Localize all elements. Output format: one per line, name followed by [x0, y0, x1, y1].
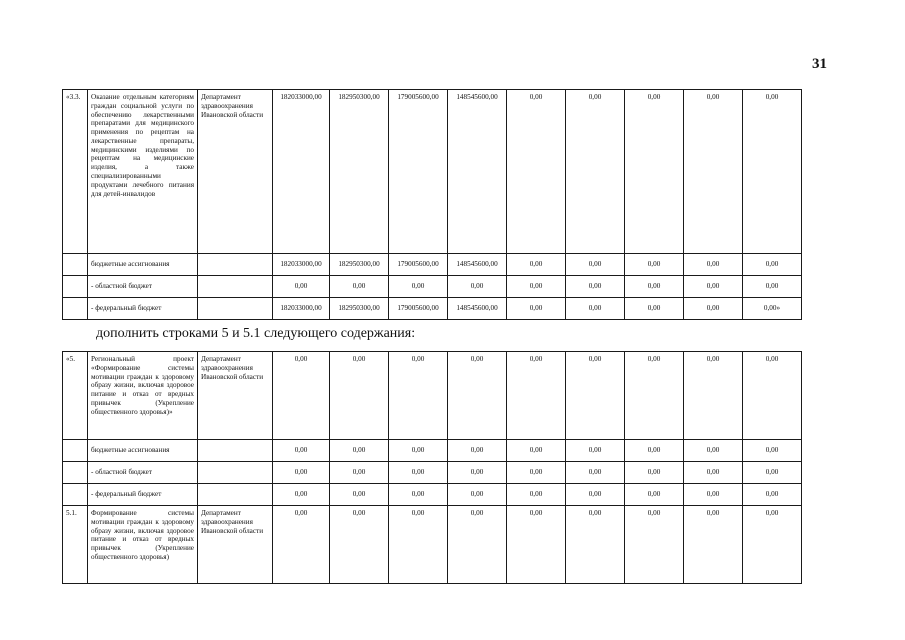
row-value-cell: 179005600,00 [389, 90, 448, 254]
row-name-cell: - областной бюджет [88, 276, 198, 298]
amendment-heading: дополнить строками 5 и 5.1 следующего содержания: [96, 326, 416, 341]
row-value-cell: 0,00 [684, 276, 743, 298]
row-number-cell: 5.1. [63, 506, 88, 584]
row-number-cell: «5. [63, 352, 88, 440]
row-value-cell: 0,00 [507, 352, 566, 440]
row-value-cell: 148545600,00 [448, 254, 507, 276]
row-executor-cell: Департамент здравоохранения Ивановской области [198, 506, 273, 584]
row-value-cell: 0,00 [566, 462, 625, 484]
row-value-cell: 0,00 [507, 440, 566, 462]
row-value-cell: 0,00 [273, 352, 330, 440]
row-value-cell: 0,00» [743, 298, 802, 320]
row-value-cell: 0,00 [448, 462, 507, 484]
table-row [63, 506, 802, 584]
row-number-cell [63, 484, 88, 506]
row-value-cell: 0,00 [743, 254, 802, 276]
row-value-cell: 182950300,00 [330, 298, 389, 320]
table-row [63, 352, 802, 440]
row-executor-cell [198, 484, 273, 506]
row-value-cell: 0,00 [684, 90, 743, 254]
row-value-cell: 0,00 [273, 276, 330, 298]
row-value-cell: 0,00 [743, 276, 802, 298]
row-value-cell: 182950300,00 [330, 254, 389, 276]
row-value-cell: 182950300,00 [330, 90, 389, 254]
row-value-cell: 0,00 [625, 506, 684, 584]
page-number: 31 [812, 56, 827, 72]
row-value-cell: 0,00 [566, 90, 625, 254]
row-number-cell [63, 462, 88, 484]
row-value-cell: 0,00 [684, 462, 743, 484]
budget-table-1 [62, 89, 802, 320]
row-value-cell: 0,00 [330, 352, 389, 440]
row-value-cell: 182033000,00 [273, 254, 330, 276]
table-row [63, 298, 802, 320]
row-value-cell: 0,00 [507, 484, 566, 506]
row-value-cell: 0,00 [507, 90, 566, 254]
row-value-cell: 0,00 [625, 254, 684, 276]
row-value-cell: 0,00 [743, 462, 802, 484]
row-value-cell: 182033000,00 [273, 90, 330, 254]
row-value-cell: 148545600,00 [448, 90, 507, 254]
row-value-cell: 0,00 [389, 440, 448, 462]
row-value-cell: 0,00 [684, 254, 743, 276]
row-value-cell: 0,00 [566, 254, 625, 276]
row-number-cell [63, 254, 88, 276]
row-value-cell: 0,00 [389, 484, 448, 506]
row-executor-cell [198, 462, 273, 484]
row-executor-cell [198, 276, 273, 298]
row-executor-cell: Департамент здравоохранения Ивановской области [198, 352, 273, 440]
row-value-cell: 0,00 [743, 506, 802, 584]
row-value-cell: 0,00 [684, 352, 743, 440]
row-executor-cell [198, 298, 273, 320]
table-row [63, 440, 802, 462]
row-value-cell: 179005600,00 [389, 254, 448, 276]
row-value-cell: 0,00 [448, 352, 507, 440]
row-value-cell: 0,00 [448, 506, 507, 584]
row-value-cell: 0,00 [625, 298, 684, 320]
row-value-cell: 0,00 [389, 506, 448, 584]
table-row [63, 462, 802, 484]
row-value-cell: 0,00 [684, 298, 743, 320]
row-value-cell: 0,00 [566, 506, 625, 584]
row-value-cell: 0,00 [507, 462, 566, 484]
row-value-cell: 0,00 [743, 90, 802, 254]
table-row [63, 90, 802, 254]
row-name-cell: - областной бюджет [88, 462, 198, 484]
row-value-cell: 0,00 [448, 484, 507, 506]
row-value-cell: 0,00 [625, 462, 684, 484]
row-name-cell: Формирование системы мотивации граждан к здоровому образу жизни, включая здоровое питание и отказ от вредных привычек (Укрепление общественного здоровья) [88, 506, 198, 584]
row-executor-cell [198, 254, 273, 276]
row-value-cell: 179005600,00 [389, 298, 448, 320]
table-row [63, 254, 802, 276]
row-value-cell: 0,00 [684, 506, 743, 584]
row-executor-cell: Департамент здравоохранения Ивановской области [198, 90, 273, 254]
row-value-cell: 0,00 [389, 462, 448, 484]
row-value-cell: 0,00 [625, 440, 684, 462]
row-value-cell: 0,00 [389, 352, 448, 440]
row-value-cell: 0,00 [566, 352, 625, 440]
row-value-cell: 0,00 [330, 506, 389, 584]
row-value-cell: 0,00 [743, 352, 802, 440]
row-value-cell: 0,00 [566, 276, 625, 298]
row-value-cell: 0,00 [566, 298, 625, 320]
row-number-cell [63, 298, 88, 320]
row-value-cell: 0,00 [273, 462, 330, 484]
row-value-cell: 0,00 [684, 484, 743, 506]
row-name-cell: Оказание отдельным категориям граждан социальной услуги по обеспечению лекарственными препаратами для медицинского применения по рецептам на лекарственные препараты, медицинскими изделиями по рецептам на медицинские изделия, а также специализированными продуктами лечебного питания для детей-инвалидов [88, 90, 198, 254]
row-name-cell: - федеральный бюджет [88, 484, 198, 506]
row-executor-cell [198, 440, 273, 462]
row-value-cell: 0,00 [330, 484, 389, 506]
budget-table-2 [62, 351, 802, 584]
row-value-cell: 148545600,00 [448, 298, 507, 320]
row-value-cell: 0,00 [507, 298, 566, 320]
row-value-cell: 0,00 [273, 484, 330, 506]
table-row [63, 484, 802, 506]
row-value-cell: 0,00 [273, 506, 330, 584]
table-row [63, 276, 802, 298]
row-value-cell: 0,00 [507, 506, 566, 584]
row-value-cell: 0,00 [566, 484, 625, 506]
row-number-cell [63, 276, 88, 298]
row-value-cell: 0,00 [625, 352, 684, 440]
row-value-cell: 182033000,00 [273, 298, 330, 320]
row-value-cell: 0,00 [330, 276, 389, 298]
row-value-cell: 0,00 [566, 440, 625, 462]
row-value-cell: 0,00 [743, 440, 802, 462]
row-value-cell: 0,00 [330, 462, 389, 484]
row-value-cell: 0,00 [507, 254, 566, 276]
row-value-cell: 0,00 [273, 440, 330, 462]
row-value-cell: 0,00 [684, 440, 743, 462]
row-value-cell: 0,00 [625, 484, 684, 506]
row-number-cell: «3.3. [63, 90, 88, 254]
row-value-cell: 0,00 [389, 276, 448, 298]
row-value-cell: 0,00 [330, 440, 389, 462]
row-value-cell: 0,00 [507, 276, 566, 298]
row-value-cell: 0,00 [625, 276, 684, 298]
row-name-cell: Региональный проект «Формирование системы мотивации граждан к здоровому образу жизни, включая здоровое питание и отказ от вредных привычек (Укрепление общественного здоровья)» [88, 352, 198, 440]
row-value-cell: 0,00 [743, 484, 802, 506]
row-name-cell: бюджетные ассигнования [88, 440, 198, 462]
row-value-cell: 0,00 [448, 276, 507, 298]
row-name-cell: - федеральный бюджет [88, 298, 198, 320]
row-value-cell: 0,00 [448, 440, 507, 462]
row-name-cell: бюджетные ассигнования [88, 254, 198, 276]
row-value-cell: 0,00 [625, 90, 684, 254]
row-number-cell [63, 440, 88, 462]
